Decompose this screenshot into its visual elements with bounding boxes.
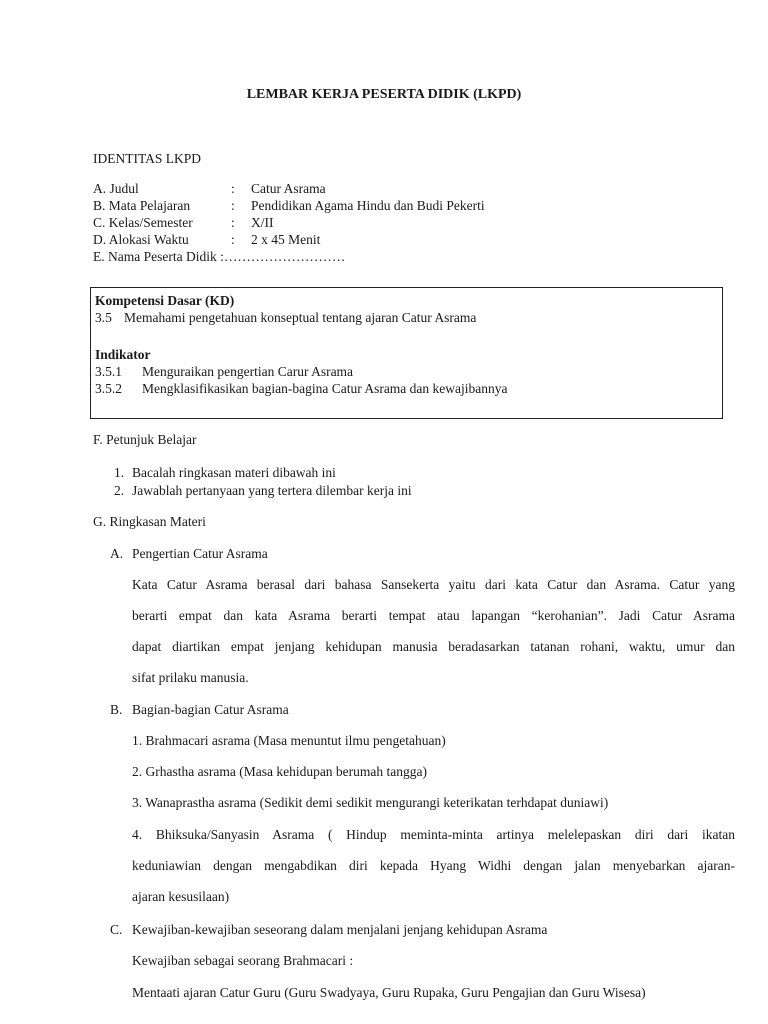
identitas-heading: IDENTITAS LKPD [93,151,202,166]
kd-item-num: 3.5 [95,310,112,325]
section-b-num: B. [110,702,123,717]
section-a-num: A. [110,546,124,561]
section-c-num: C. [110,922,123,937]
identitas-value: Catur Asrama [251,181,326,196]
section-a-title: Pengertian Catur Asrama [132,546,268,561]
petunjuk-item-text: Bacalah ringkasan materi dibawah ini [132,465,336,480]
section-b-item: 2. Grhastha asrama (Masa kehidupan berumah tangga) [132,764,428,779]
indikator-heading: Indikator [95,347,151,362]
section-a-line: sifat prilaku manusia. [132,670,249,685]
section-b-item: 1. Brahmacari asrama (Masa menuntut ilmu pengetahuan) [132,733,446,748]
section-b-item4-line: keduniawian dengan mengabdikan diri kepada Hyang Widhi dengan jalan menyebarkan ajaran- [132,858,735,873]
indikator-text: Menguraikan pengertian Carur Asrama [142,364,354,379]
section-b-item4-line: 4. Bhiksuka/Sanyasin Asrama ( Hindup meminta-minta artinya melelepaskan diri dari ikatan [132,827,735,842]
section-b-item4-line: ajaran kesusilaan) [132,889,230,904]
section-b-title: Bagian-bagian Catur Asrama [132,702,289,717]
identitas-value: 2 x 45 Menit [251,232,321,247]
identitas-value: Pendidikan Agama Hindu dan Budi Pekerti [251,198,485,213]
section-b-item: 3. Wanaprastha asrama (Sedikit demi sedikit mengurangi keterikatan terhdapat duniawi) [132,795,609,810]
indikator-num: 3.5.2 [95,381,122,396]
section-c-line: Mentaati ajaran Catur Guru (Guru Swadyaya, Guru Rupaka, Guru Pengajian dan Guru Wisesa) [132,985,646,1000]
identitas-label: A. Judul [93,181,139,196]
identitas-label: C. Kelas/Semester [93,215,193,230]
petunjuk-item-num: 1. [114,465,125,480]
kd-heading: Kompetensi Dasar (KD) [95,293,235,308]
identitas-colon: : [231,232,235,247]
indikator-text: Mengklasifikasikan bagian-bagina Catur Asrama dan kewajibannya [142,381,508,396]
identitas-label: B. Mata Pelajaran [93,198,191,213]
petunjuk-heading: F. Petunjuk Belajar [93,432,197,447]
petunjuk-item-num: 2. [114,483,125,498]
page-title: LEMBAR KERJA PESERTA DIDIK (LKPD) [246,87,522,102]
identitas-colon: : [231,215,235,230]
ringkasan-heading: G. Ringkasan Materi [93,514,206,529]
section-a-line: dapat diartikan empat jenjang kehidupan manusia beradasarkan tatanan rohani, waktu, umur dan [132,639,735,654]
identitas-nama-peserta: E. Nama Peserta Didik :……………………… [93,249,346,264]
identitas-colon: : [231,198,235,213]
identitas-colon: : [231,181,235,196]
indikator-num: 3.5.1 [95,364,122,379]
identitas-value: X/II [251,215,274,230]
identitas-label: D. Alokasi Waktu [93,232,189,247]
petunjuk-item-text: Jawablah pertanyaan yang tertera dilembar kerja ini [132,483,412,498]
section-a-line: Kata Catur Asrama berasal dari bahasa Sansekerta yaitu dari kata Catur dan Asrama. Catur yang [132,577,735,592]
section-c-title: Kewajiban-kewajiban seseorang dalam menjalani jenjang kehidupan Asrama [132,922,548,937]
kd-item-text: Memahami pengetahuan konseptual tentang ajaran Catur Asrama [124,310,477,325]
section-c-line: Kewajiban sebagai seorang Brahmacari : [132,953,354,968]
section-a-line: berarti empat dan kata Asrama berarti tempat atau lapangan “kerohanian”. Jadi Catur Asrama [132,608,735,623]
